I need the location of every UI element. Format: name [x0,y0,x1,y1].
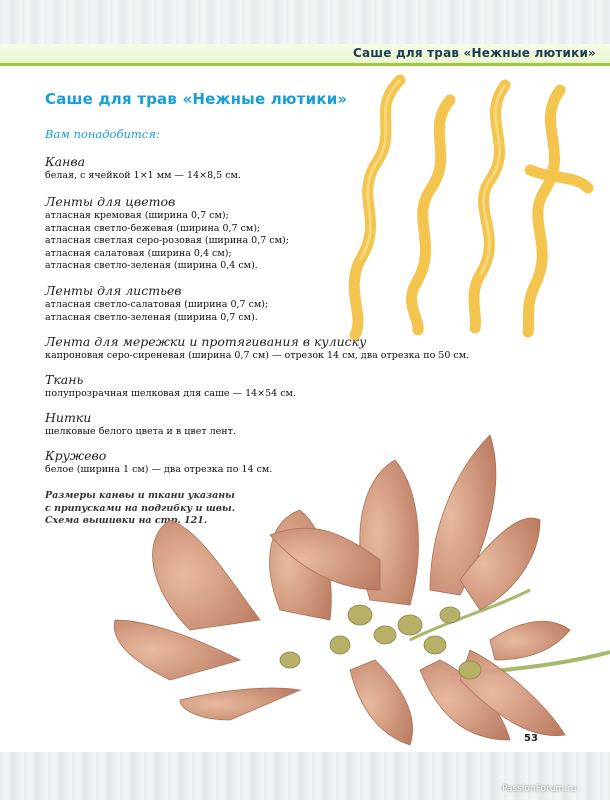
ribbon-strand [528,90,560,332]
note-line: Схема вышивки на стр. 121. [45,515,208,526]
seed-wing [180,688,300,720]
section-line: атласная светло-зеленая (ширина 0,7 см). [45,311,258,323]
ribbon-strand [530,170,588,188]
section-heading: Лента для мережки и протягивания в кулиску [45,334,367,349]
section-line: шелковые белого цвета и в цвет лент. [45,426,236,437]
ribbon-strand [354,80,400,335]
running-head: Саше для трав «Нежные лютики» [353,46,596,60]
seed-pod [280,652,300,668]
ribbon-strand [412,100,450,330]
seed-pod [398,615,422,635]
note-line: с припусками на подгибку и швы. [45,502,235,514]
section-heading: Кружево [45,448,107,463]
seed-wing [153,520,260,630]
page-number: 53 [524,733,538,744]
seed-wing [350,660,413,745]
section-heading: Нитки [45,410,92,425]
section-heading: Канва [45,154,86,169]
section-line: атласная светло-бежевая (ширина 0,7 см); [45,222,261,234]
section-flower-ribbons [45,194,289,273]
watermark: PassionForum.ru [502,784,577,794]
seed-pod [374,626,396,644]
section-line: капроновая серо-сиреневая (ширина 0,7 см) — отрезок 14 см, два отрезка по 50 см. [45,350,470,361]
yellow-ribbons-image [330,70,600,340]
seed-pod [330,636,350,654]
section-line: белое (ширина 1 см) — два отрезка по 14 см. [45,464,273,475]
section-canvas [45,154,241,183]
section-line: атласная салатовая (ширина 0,4 см); [45,247,232,259]
section-line: полупрозрачная шелковая для саше — 14×54 см. [45,388,296,399]
section-line: белая, с ячейкой 1×1 мм — 14×8,5 см. [45,170,241,181]
seed-pod [440,607,460,623]
page-title: Саше для трав «Нежные лютики» [45,90,348,108]
seed-pod [459,661,481,679]
section-line: атласная кремовая (ширина 0,7 см); [45,210,229,221]
section-line: атласная светлая серо-розовая (ширина 0,7 см); [45,235,289,246]
header-bar [0,44,610,66]
materials-label: Вам понадобится: [45,127,160,141]
seed-wing [490,621,570,660]
section-leaf-ribbons [45,283,268,324]
seed-wing [114,620,240,680]
section-heading: Ленты для листьев [45,283,182,298]
section-line: атласная светло-салатовая (ширина 0,7 см); [45,299,269,310]
top-background-band [0,0,610,44]
section-heading: Ткань [45,372,84,387]
section-line: атласная светло-зеленая (ширина 0,4 см). [45,260,258,271]
seed-pod [348,605,372,625]
maple-seeds-image [110,420,610,750]
note-line: Размеры канвы и ткани указаны [45,490,235,501]
section-heading: Ленты для цветов [45,194,176,209]
ribbon-strand [474,85,505,328]
seed-pod [424,636,446,654]
section-fabric [45,372,296,401]
